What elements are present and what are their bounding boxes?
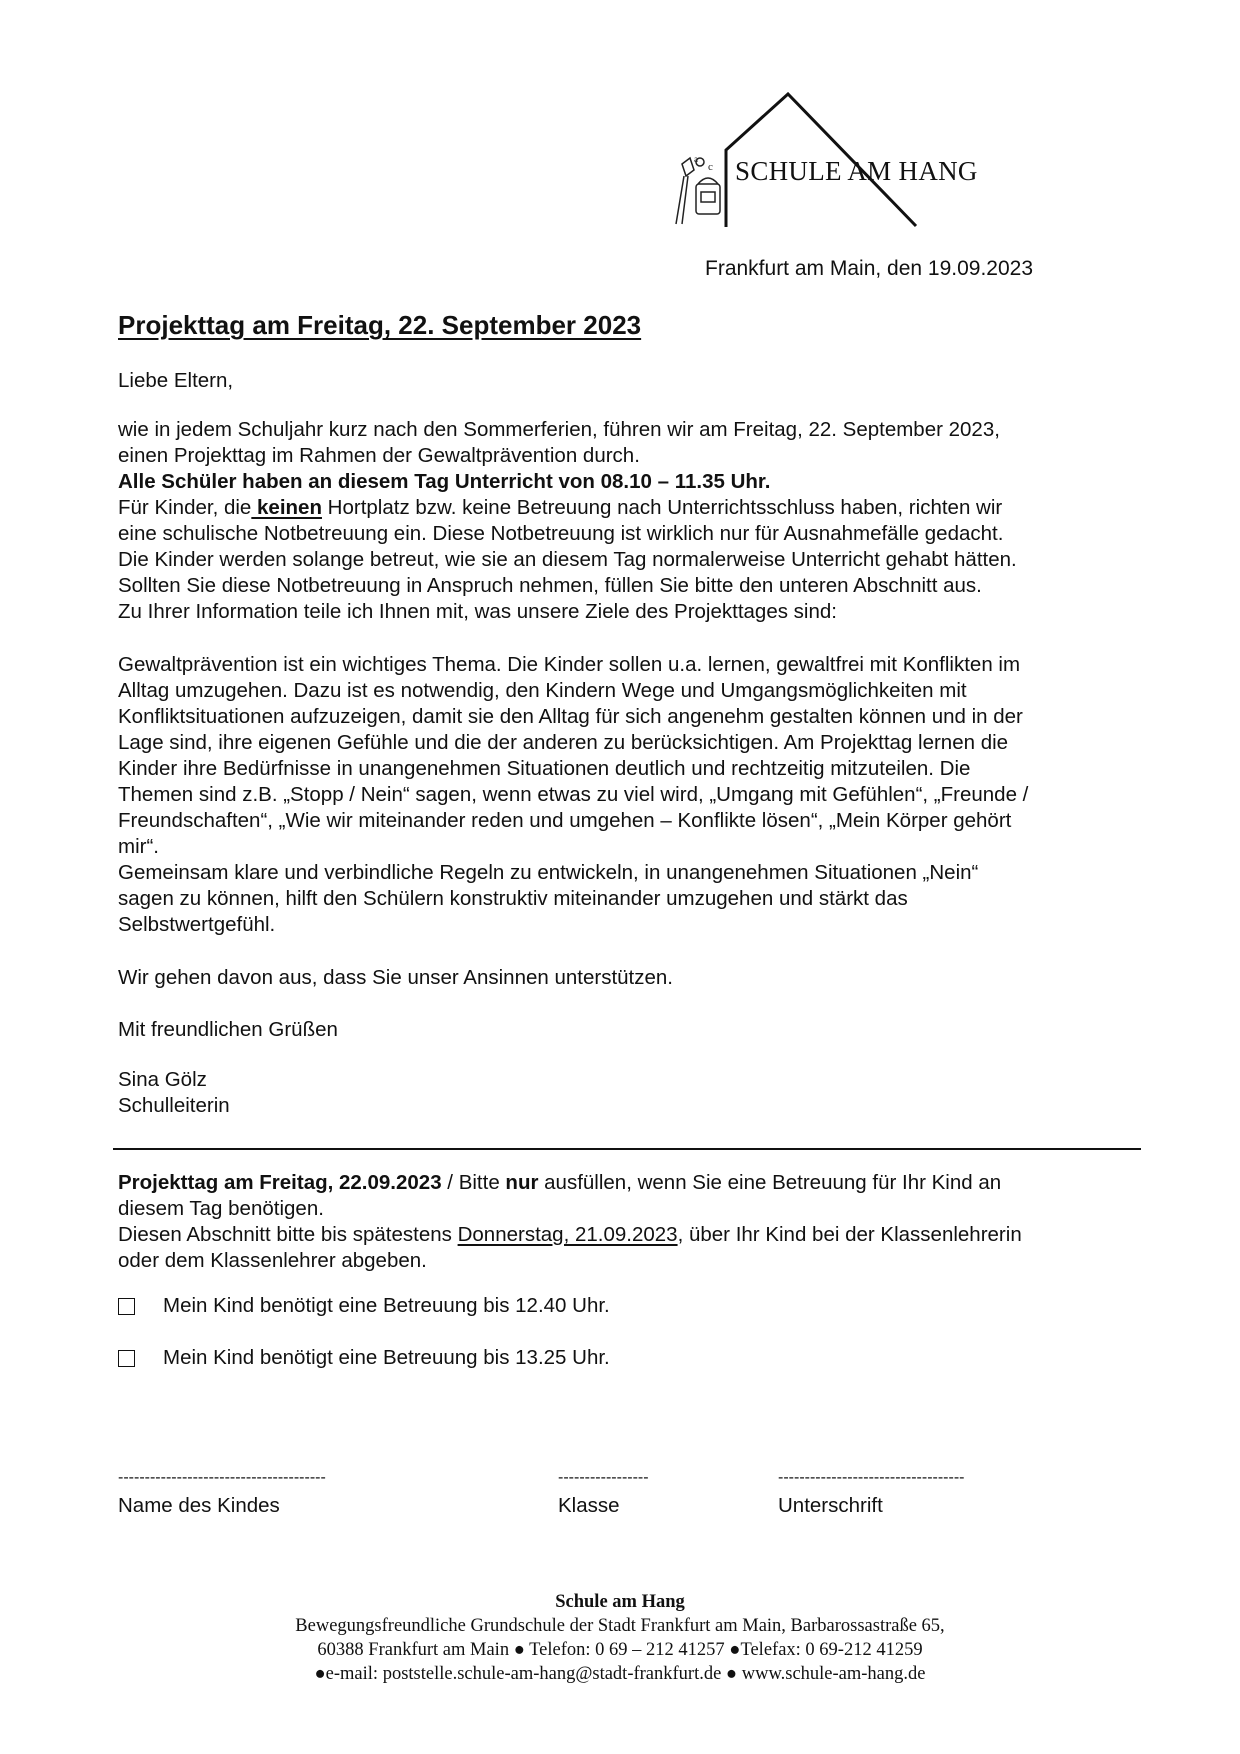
signature-dashes: ----------------------------------- — [778, 1469, 965, 1486]
intro-line: Zu Ihrer Information teile ich Ihnen mit, was unsere Ziele des Projekttages sind: — [118, 600, 837, 623]
class-field[interactable] — [558, 1468, 649, 1518]
goals-line: Freundschaften“, „Wie wir miteinander reden und umgehen – Konflikte lösen“, „Mein Körper gehört — [118, 809, 1012, 832]
salutation: Liebe Eltern, — [118, 369, 234, 392]
intro-line: Für Kinder, die keinen Hortplatz bzw. keine Betreuung nach Unterrichtsschluss haben, richten wir — [118, 496, 1003, 519]
cut-line — [113, 1148, 1141, 1150]
goals-line: Gemeinsam klare und verbindliche Regeln zu entwickeln, in unangenehmen Situationen „Nein“ — [118, 861, 979, 884]
signature-dashes: ----------------- — [558, 1469, 649, 1486]
support-line: Wir gehen davon aus, dass Sie unser Ansinnen unterstützen. — [118, 966, 673, 989]
goals-line: sagen zu können, hilft den Schülern konstruktiv miteinander umzugehen und stärkt das — [118, 887, 908, 910]
signature-field[interactable] — [778, 1468, 964, 1518]
footer-line: Bewegungsfreundliche Grundschule der Stadt Frankfurt am Main, Barbarossastraße 65, — [295, 1616, 945, 1636]
child-name-field[interactable] — [118, 1468, 326, 1518]
checkbox[interactable] — [118, 1350, 135, 1367]
page-title: Projekttag am Freitag, 22. September 2023 — [118, 310, 642, 340]
school-logo — [670, 92, 1030, 232]
closing: Mit freundlichen Grüßen — [118, 1018, 338, 1041]
logo-text: SCHULE AM HANG — [735, 156, 978, 186]
svg-text:a: a — [694, 154, 698, 164]
goals-line: Lage sind, ihre eigenen Gefühle und die der anderen zu berücksichtigen. Am Projekttag lernen die — [118, 731, 1009, 754]
deadline-date: Donnerstag, 21.09.2023 — [457, 1223, 678, 1246]
goals-line: mir“. — [118, 835, 159, 858]
option-label: Mein Kind benötigt eine Betreuung bis 13.25 Uhr. — [163, 1346, 610, 1369]
footer-line: 60388 Frankfurt am Main ● Telefon: 0 69 – 212 41257 ●Telefax: 0 69-212 41259 — [317, 1640, 923, 1660]
keinen-emphasis: keinen — [251, 496, 322, 519]
goals-line: Konfliktsituationen aufzuzeigen, damit sie den Alltag für sich angenehm gestalten können und in der — [118, 705, 1023, 728]
goals-line: Alltag umzugehen. Dazu ist es notwendig, den Kindern Wege und Umgangsmöglichkeiten mit — [118, 679, 967, 702]
option-1325-row[interactable] — [118, 1346, 610, 1370]
signer-name: Sina Gölz — [118, 1068, 207, 1091]
school-hours-line: Alle Schüler haben an diesem Tag Unterricht von 08.10 – 11.35 Uhr. — [118, 470, 771, 493]
goals-line: Kinder ihre Bedürfnisse in unangenehmen Situationen deutlich und rechtzeitig mitzuteilen. Die — [118, 757, 971, 780]
intro-line: Sollten Sie diese Notbetreuung in Anspruch nehmen, füllen Sie bitte den unteren Abschnitt aus. — [118, 574, 982, 597]
goals-line: Themen sind z.B. „Stopp / Nein“ sagen, wenn etwas zu viel wird, „Umgang mit Gefühlen“, „Freunde / — [118, 783, 1029, 806]
intro-line: eine schulische Notbetreuung ein. Diese Notbetreuung ist wirklich nur für Ausnahmefälle gedacht. — [118, 522, 1004, 545]
checkbox[interactable] — [118, 1298, 135, 1315]
footer-line: ●e-mail: poststelle.schule-am-hang@stadt-frankfurt.de ● www.schule-am-hang.de — [314, 1664, 926, 1684]
intro-line: wie in jedem Schuljahr kurz nach den Sommerferien, führen wir am Freitag, 22. September 2023, — [118, 418, 1000, 441]
date-line: Frankfurt am Main, den 19.09.2023 — [705, 257, 1034, 280]
goals-line: Gewaltprävention ist ein wichtiges Thema. Die Kinder sollen u.a. lernen, gewaltfrei mit Konflikten im — [118, 653, 1021, 676]
svg-text:c: c — [708, 161, 713, 173]
footer — [0, 1590, 1240, 1686]
goals-line: Selbstwertgefühl. — [118, 913, 276, 936]
field-label: Klasse — [558, 1494, 620, 1517]
intro-line: einen Projekttag im Rahmen der Gewaltprävention durch. — [118, 444, 640, 467]
field-label: Unterschrift — [778, 1494, 883, 1517]
signature-block — [118, 1067, 1148, 1119]
form-heading: Projekttag am Freitag, 22.09.2023 / Bitte nur ausfüllen, wenn Sie eine Betreuung für Ihr Kind an diesem Tag benötigen. Diesen Abschnitt bitte bis spätestens Donnerstag, 21.09.2023, über Ihr Kind bei der Klassenlehrerin oder dem Klassenlehrer abgeben. — [118, 1171, 1022, 1272]
footer-school-name: Schule am Hang — [555, 1592, 685, 1612]
signature-dashes: --------------------------------------- — [118, 1469, 326, 1486]
intro-paragraph — [118, 417, 1148, 625]
field-label: Name des Kindes — [118, 1494, 280, 1517]
intro-line: Die Kinder werden solange betreut, wie sie an diesem Tag normalerweise Unterricht gehabt hätten. — [118, 548, 1017, 571]
signer-role: Schulleiterin — [118, 1094, 230, 1117]
option-label: Mein Kind benötigt eine Betreuung bis 12.40 Uhr. — [163, 1294, 610, 1317]
goals-paragraph — [118, 652, 1148, 938]
option-1240-row[interactable] — [118, 1294, 610, 1318]
